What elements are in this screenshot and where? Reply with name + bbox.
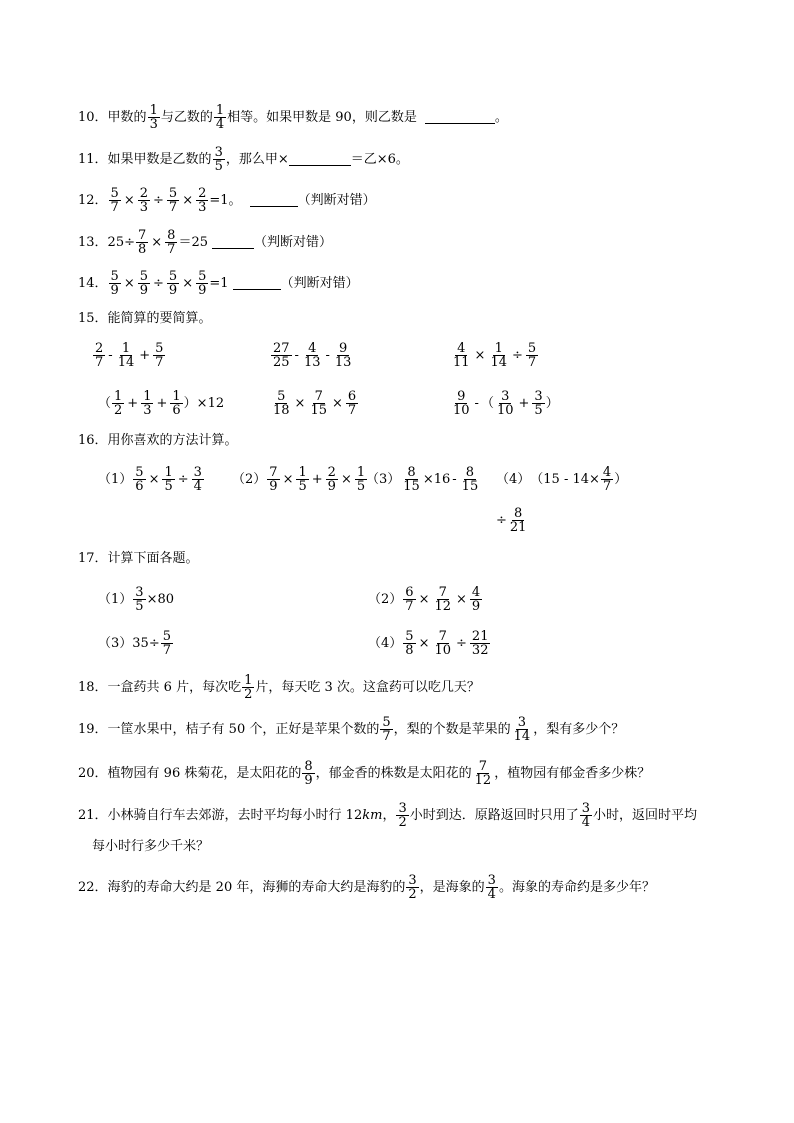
q17-expr-1: （1） $\frac{3}{5}$ ×80 [98, 585, 174, 614]
fraction: $\frac{5}{9}$ [110, 269, 119, 298]
q17-expr-3: （3） 35÷ $\frac{5}{7}$ [98, 629, 171, 658]
fraction: $\frac{2}{3}$ [139, 186, 149, 215]
fraction: $\frac{1}{2}$ [244, 673, 253, 702]
fraction: $\frac{8}{9}$ [304, 759, 313, 788]
fraction: $\frac{1}{4}$ [215, 103, 225, 132]
question-number: 14． [78, 275, 108, 291]
question-12: 12． $\frac{5}{7}$ × $\frac{2}{3}$ ÷ $\frac{5}{7}$ × $\frac{2}{3}$ =1。 （判断对错） [78, 186, 376, 215]
fraction: $\frac{5}{9}$ [168, 269, 178, 298]
question-22: 22． 海豹的寿命大约是 20 年，海狮的寿命大约是海豹的 $\frac{3}{2}$ ，是海象的 $\frac{3}{4}$ 。海象的寿命约是多少年？ [78, 873, 655, 902]
fraction: $\frac{3}{2}$ [408, 873, 417, 902]
q17-expr-2: （2） $\frac{6}{7}$ × $\frac{7}{12}$ × $\frac{4}{9}$ [368, 585, 481, 614]
q16-expr-1: （1） $\frac{5}{6}$ × $\frac{1}{5}$ ÷ $\frac{3}{4}$ [98, 465, 202, 494]
question-number: 13． [78, 234, 108, 250]
fraction: $\frac{3}{5}$ [214, 145, 223, 174]
question-number: 21． [78, 807, 108, 823]
question-number: 16． [78, 433, 108, 448]
q17-expr-4: （4） $\frac{5}{8}$ × $\frac{7}{10}$ ÷ $\frac{21}{32}$ [368, 629, 489, 658]
question-number: 12． [78, 192, 108, 208]
q15-expr-4: （ $\frac{1}{2}$ + $\frac{1}{3}$ + $\frac{1}{6}$ ）×12 [98, 389, 225, 418]
question-20: 20． 植物园有 96 株菊花，是太阳花的 $\frac{8}{9}$ ，郁金香的株数是太阳花的 $\frac{7}{12}$ ，植物园有郁金香多少株？ [78, 759, 651, 788]
question-number: 17． [78, 551, 108, 566]
question-number: 11． [78, 151, 108, 167]
fraction: $\frac{3}{4}$ [581, 801, 591, 830]
question-16-title: 16． 用你喜欢的方法计算。 [78, 433, 238, 448]
question-number: 19． [78, 721, 108, 737]
answer-blank[interactable] [425, 111, 495, 124]
question-number: 15． [78, 311, 108, 326]
fraction: $\frac{7}{8}$ [137, 228, 147, 257]
question-19: 19． 一筐水果中，桔子有 50 个，正好是苹果个数的 $\frac{5}{7}$ ，梨的个数是苹果的 $\frac{3}{14}$ ，梨有多少个？ [78, 715, 625, 744]
q16-expr-2: （2） $\frac{7}{9}$ × $\frac{1}{5}$ + $\frac{2}{9}$ × $\frac{1}{5}$ [232, 465, 366, 494]
q15-expr-3: $\frac{4}{11}$ × $\frac{1}{14}$ ÷ $\frac{5}{7}$ [453, 341, 537, 370]
question-13: 13． 25÷ $\frac{7}{8}$ × $\frac{8}{7}$ ＝25 （判断对错） [78, 228, 333, 257]
q16-expr-4: （4） （15 - 14× $\frac{4}{7}$ ） [496, 465, 628, 494]
question-15-title: 15． 能简算的要简算。 [78, 311, 212, 326]
question-21: 21． 小林骑自行车去郊游，去时平均每小时行 12 km ， $\frac{3}{2}$ 小时到达．原路返回时只用了 $\frac{3}{4}$ 小时，返回时平均 [78, 801, 698, 830]
answer-blank[interactable] [289, 153, 351, 166]
question-number: 20． [78, 765, 108, 781]
fraction: $\frac{3}{4}$ [487, 873, 496, 902]
fraction: $\frac{5}{7}$ [382, 715, 391, 744]
fraction: $\frac{7}{12}$ [474, 759, 492, 788]
q15-expr-6: $\frac{9}{10}$ - （ $\frac{3}{10}$ + $\frac{3}{5}$ ） [453, 389, 559, 418]
fraction: $\frac{3}{2}$ [398, 801, 407, 830]
fraction: $\frac{5}{7}$ [168, 186, 178, 215]
fraction: $\frac{8}{7}$ [167, 228, 176, 257]
question-11: 11． 如果甲数是乙数的 $\frac{3}{5}$ ，那么甲× ＝乙×6。 [78, 145, 409, 174]
question-number: 22． [78, 879, 108, 895]
question-18: 18． 一盒药共 6 片，每次吃 $\frac{1}{2}$ 片，每天吃 3 次。这盒药可以吃几天？ [78, 673, 480, 702]
q16-expr-4-cont: ÷ $\frac{8}{21}$ [496, 506, 527, 535]
question-10: 10． 甲数的 $\frac{1}{3}$ 与乙数的 $\frac{1}{4}$ 相等。如果甲数是 90，则乙数是 。 [78, 103, 508, 132]
fraction: $\frac{5}{9}$ [198, 269, 207, 298]
answer-blank[interactable] [250, 194, 298, 207]
fraction: $\frac{5}{9}$ [139, 269, 149, 298]
q15-expr-1: $\frac{2}{7}$ - $\frac{1}{14}$ + $\frac{5}{7}$ [95, 341, 164, 370]
fraction: $\frac{2}{3}$ [198, 186, 207, 215]
question-14: 14． $\frac{5}{9}$ × $\frac{5}{9}$ ÷ $\frac{5}{9}$ × $\frac{5}{9}$ =1 （判断对错） [78, 269, 359, 298]
fraction: $\frac{5}{7}$ [110, 186, 119, 215]
question-number: 18． [78, 679, 108, 695]
q15-expr-5: $\frac{5}{18}$ × $\frac{7}{15}$ × $\frac{6}{7}$ [273, 389, 357, 418]
q16-expr-3: （3） $\frac{8}{15}$ ×16 - $\frac{8}{15}$ [366, 465, 479, 494]
answer-blank[interactable] [212, 236, 254, 249]
fraction: $\frac{3}{14}$ [513, 715, 531, 744]
q15-expr-2: $\frac{27}{25}$ - $\frac{4}{13}$ - $\frac{9}{13}$ [273, 341, 352, 370]
fraction: $\frac{1}{3}$ [149, 103, 158, 132]
question-number: 10． [78, 109, 108, 125]
question-21-cont: 每小时行多少千米？ [92, 839, 210, 854]
answer-blank[interactable] [233, 277, 281, 290]
question-17-title: 17． 计算下面各题。 [78, 551, 199, 566]
